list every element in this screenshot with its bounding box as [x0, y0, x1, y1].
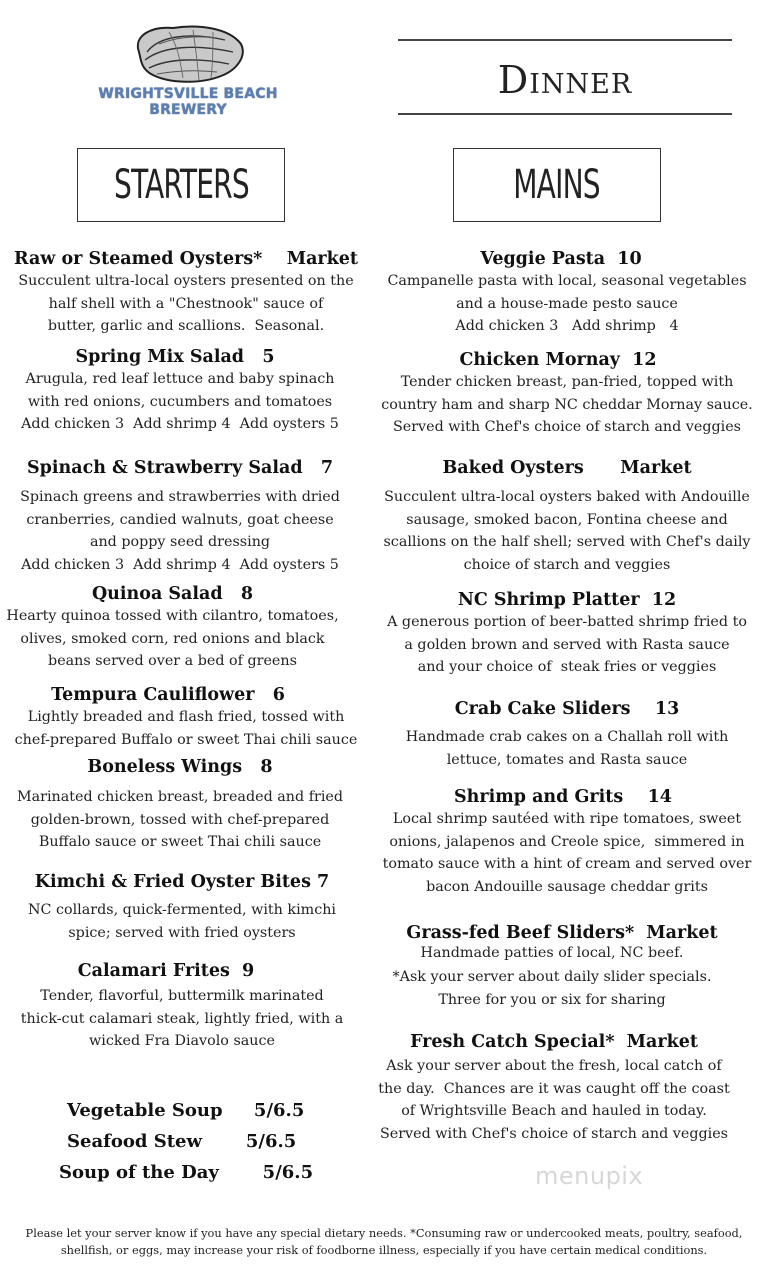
item-desc: Add chicken 3 Add shrimp 4 Add oysters 5	[21, 556, 339, 573]
item-desc: with red onions, cucumbers and tomatoes	[27, 393, 333, 410]
item-desc: butter, garlic and scallions. Seasonal.	[47, 318, 325, 334]
starter-item	[0, 346, 360, 436]
item-title: Raw or Steamed Oysters* Market	[14, 249, 358, 269]
item-desc: Lightly breaded and flash fried, tossed with	[27, 709, 345, 725]
item-title: Calamari Frites 9	[77, 961, 255, 981]
starter-item	[0, 583, 345, 673]
starter-item	[0, 871, 364, 944]
starter-item	[0, 960, 364, 1053]
item-title: Kimchi & Fried Oyster Bites 7	[34, 872, 330, 892]
dinner-bottom-rule	[398, 113, 732, 115]
item-desc: Campanelle pasta with local, seasonal vegetables	[387, 273, 747, 289]
main-item	[372, 349, 762, 439]
soup-vegetable: Vegetable Soup 5/6.5	[67, 1100, 305, 1121]
item-desc: tomato sauce with a hint of cream and served over	[382, 856, 752, 872]
item-desc: Three for you or six for sharing	[438, 991, 666, 1008]
item-desc: Tender, flavorful, buttermilk marinated	[40, 988, 324, 1004]
item-desc: half shell with a "Chestnook" sauce of	[48, 295, 324, 312]
item-desc: Ask your server about the fresh, local catch of	[386, 1058, 722, 1074]
item-desc: Add chicken 3 Add shrimp 4	[455, 318, 679, 334]
item-desc: a golden brown and served with Rasta sauce	[404, 636, 730, 653]
starter-item	[6, 248, 366, 338]
main-item	[372, 1031, 736, 1145]
item-desc: choice of starch and veggies	[463, 556, 671, 573]
item-desc: Tender chicken breast, pan-fried, topped with	[400, 374, 734, 390]
item-title: Crab Cake Sliders 13	[454, 699, 680, 719]
oyster-icon	[129, 22, 247, 86]
item-desc: olives, smoked corn, red onions and black	[20, 630, 325, 647]
item-desc: Marinated chicken breast, breaded and fried	[16, 789, 344, 805]
item-desc: beans served over a bed of greens	[48, 653, 297, 669]
item-desc: Succulent ultra-local oysters baked with Andouille	[384, 489, 750, 505]
item-desc: thick-cut calamari steak, lightly fried, with a	[20, 1010, 344, 1027]
item-desc: A generous portion of beer-batted shrimp fried to	[387, 614, 747, 630]
item-desc: bacon Andouille sausage cheddar grits	[426, 878, 708, 895]
item-desc: Served with Chef's choice of starch and veggies	[379, 1125, 729, 1142]
item-desc: of Wrightsville Beach and hauled in today.	[401, 1103, 707, 1119]
item-title: Veggie Pasta 10	[480, 249, 642, 269]
item-desc: scallions on the half shell; served with Chef's daily	[383, 534, 751, 550]
item-desc: cranberries, candied walnuts, goat cheese	[26, 511, 334, 528]
item-title: Quinoa Salad 8	[91, 584, 254, 604]
item-desc: country ham and sharp NC cheddar Mornay sauce.	[381, 396, 753, 413]
soup-of-the-day: Soup of the Day 5/6.5	[59, 1162, 314, 1183]
item-desc: Arugula, red leaf lettuce and baby spinach	[25, 371, 335, 387]
main-item	[372, 786, 762, 898]
item-desc: Add chicken 3 Add shrimp 4 Add oysters 5	[21, 416, 339, 432]
item-desc: and your choice of steak fries or veggies	[417, 659, 717, 675]
item-title: NC Shrimp Platter 12	[457, 590, 677, 610]
main-item	[372, 457, 762, 576]
item-desc: Spinach greens and strawberries with dried	[20, 489, 340, 505]
item-title: Chicken Mornay 12	[459, 350, 657, 370]
brand-name-line2: BREWERY	[149, 102, 227, 118]
watermark: menupix	[535, 1162, 644, 1190]
starters-heading-box	[77, 148, 285, 222]
item-desc: the day. Chances are it was caught off the coast	[378, 1080, 730, 1097]
item-desc: Succulent ultra-local oysters presented on the	[18, 273, 354, 289]
brand-name-line1: WRIGHTSVILLE BEACH	[98, 86, 278, 102]
main-item	[372, 589, 762, 679]
item-title: Shrimp and Grits 14	[454, 787, 672, 807]
item-desc: and poppy seed dressing	[89, 534, 271, 550]
item-desc: wicked Fra Diavolo sauce	[89, 1033, 275, 1049]
starter-item	[0, 684, 372, 751]
item-desc: Buffalo sauce or sweet Thai chili sauce	[38, 834, 322, 850]
item-title: Baked Oysters Market	[442, 458, 692, 478]
soup-seafood-stew: Seafood Stew 5/6.5	[67, 1131, 297, 1152]
starter-item	[0, 457, 360, 576]
item-desc: lettuce, tomates and Rasta sauce	[446, 751, 688, 768]
dinner-title: Dinner	[497, 58, 633, 102]
starters-heading: STARTERS	[113, 162, 249, 208]
item-desc: and a house-made pesto sauce	[456, 295, 678, 312]
item-desc: Hearty quinoa tossed with cilantro, tomatoes,	[6, 608, 339, 624]
item-desc: sausage, smoked bacon, Fontina cheese and	[406, 511, 728, 528]
mains-heading-box	[453, 148, 661, 222]
disclaimer-line1: Please let your server know if you have any special dietary needs. *Consuming raw or undercooked meats, poultry, seafood,	[25, 1226, 743, 1240]
item-desc: Local shrimp sautéed with ripe tomatoes, sweet	[392, 811, 742, 827]
disclaimer-line2: shellfish, or eggs, may increase your risk of foodborne illness, especially if you have certain medical conditions.	[60, 1243, 708, 1257]
item-desc: onions, jalapenos and Creole spice, simmered in	[389, 833, 745, 850]
item-desc: Handmade patties of local, NC beef.	[420, 945, 684, 961]
item-desc: spice; served with fried oysters	[68, 924, 296, 941]
item-desc: NC collards, quick-fermented, with kimchi	[27, 902, 337, 918]
mains-heading: MAINS	[513, 162, 601, 208]
item-desc: golden-brown, tossed with chef-prepared	[30, 811, 330, 828]
item-desc: chef-prepared Buffalo or sweet Thai chili sauce	[14, 731, 358, 748]
item-title: Tempura Cauliflower 6	[51, 685, 285, 705]
main-item	[372, 248, 762, 338]
item-title: Spring Mix Salad 5	[75, 347, 275, 367]
dinner-top-rule	[398, 39, 732, 41]
item-desc: Handmade crab cakes on a Challah roll with	[405, 729, 729, 745]
brand-logo	[98, 22, 278, 134]
item-title: Spinach & Strawberry Salad 7	[26, 458, 334, 478]
item-title: Boneless Wings 8	[87, 757, 273, 777]
main-item	[372, 698, 762, 771]
item-desc: Served with Chef's choice of starch and veggies	[392, 419, 742, 435]
item-title: Grass-fed Beef Sliders* Market	[406, 923, 718, 943]
main-item	[372, 922, 732, 1011]
item-title: Fresh Catch Special* Market	[410, 1032, 698, 1052]
allergen-disclaimer	[18, 1225, 750, 1259]
starter-item	[0, 756, 360, 854]
item-desc: *Ask your server about daily slider specials.	[392, 969, 712, 985]
